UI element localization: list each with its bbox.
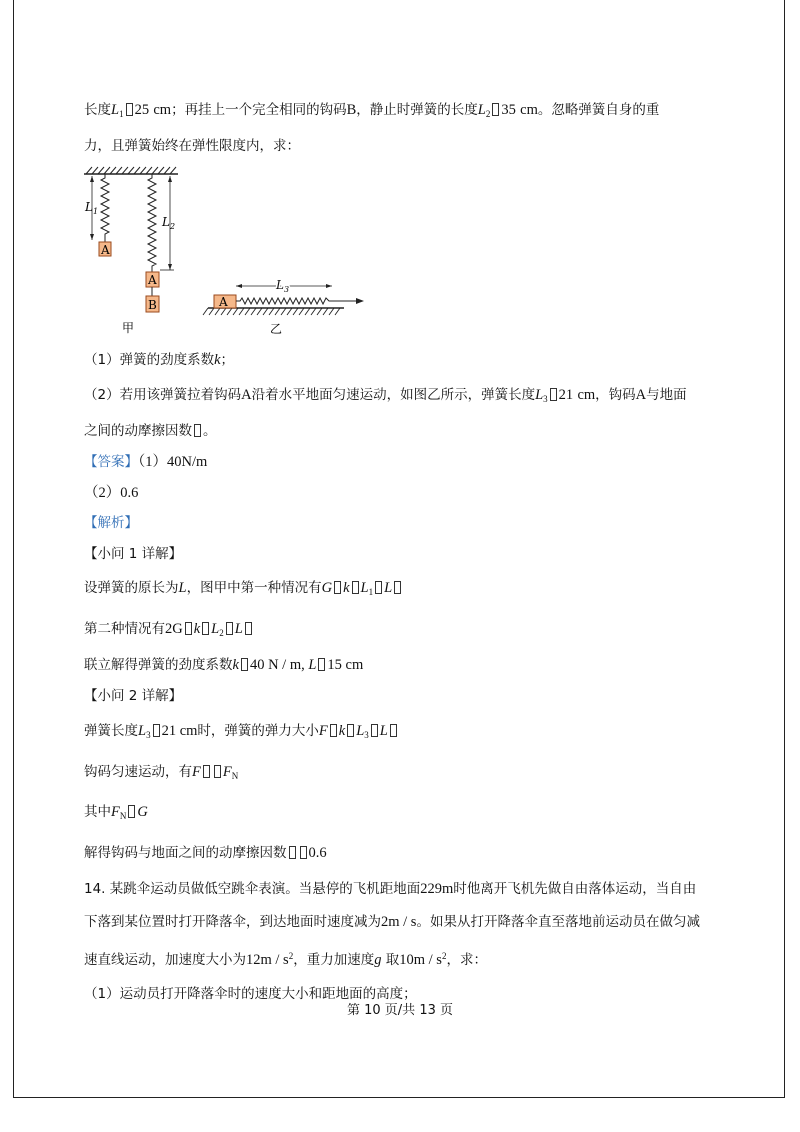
solution-1-line-2: 第二种情况有2G k $L_2$ L	[84, 619, 254, 643]
analysis-heading: 【解析】	[84, 515, 138, 531]
problem-14-line-1: 14. 某跳伞运动员做低空跳伞表演。当悬停的飞机距地面229m时他离开飞机先做自由落体运动，当自由	[84, 881, 697, 897]
svg-text:B: B	[148, 298, 157, 312]
spring-1	[101, 174, 109, 242]
spring-3	[236, 298, 333, 304]
question-2: （2）若用该弹簧拉着钩码A沿着水平地面匀速运动，如图乙所示，弹簧长度$L_3$ 21 cm，钩码A与地面	[84, 387, 687, 404]
sub-question-1-heading: 【小问 1 详解】	[84, 546, 183, 562]
svg-text:L2: $L_2$	[162, 215, 176, 231]
question-2-cont: 之间的动摩擦因数 。	[84, 423, 217, 439]
question-1: （1）弹簧的劲度系数k；	[84, 352, 235, 368]
svg-text:A: A	[148, 273, 157, 287]
solution-2-line-2: 钩码匀速运动，有F $F_N$	[84, 764, 239, 781]
answer-line: 【答案】（1）40N/m	[84, 454, 208, 470]
problem-14-line-3: 速直线运动，加速度大小为$12m / s^2$，重力加速度g 取$10m / s^2$，求：	[84, 951, 487, 968]
svg-text:L1: $L_1$	[85, 200, 99, 216]
problem-14-line-2: 下落到某位置时打开降落伞，到达地面时速度减为2m / s。如果从打开降落伞直至落地前运动员在做匀减	[84, 914, 700, 930]
solution-2-line-4: 解得钩码与地面之间的动摩擦因数 0.6	[84, 845, 327, 861]
solution-1-line-1: 设弹簧的原长为L，图甲中第一种情况有G k $L_1$ L	[84, 578, 403, 602]
problem-14-question-1: （1）运动员打开降落伞时的速度大小和距地面的高度；	[84, 986, 417, 1002]
sub-question-2-heading: 【小问 2 详解】	[84, 688, 183, 704]
svg-text:A: A	[101, 243, 110, 257]
svg-text:A: A	[219, 295, 228, 309]
problem-line-1: 长度$L_1$ 25 cm；再挂上一个完全相同的钩码B，静止时弹簧的长度$L_2$ 35 cm。忽略弹簧自身的重	[84, 102, 660, 119]
svg-text:L3: $L_3$	[276, 278, 290, 294]
solution-2-line-1: 弹簧长度$L_3$ 21 cm时，弹簧的弹力大小F k $L_3$ L	[84, 721, 399, 745]
page-footer: 第 10 页/共 13 页	[347, 1003, 453, 1018]
solution-2-line-3: 其中$F_N$ G	[84, 804, 148, 821]
problem-line-2: 力，且弹簧始终在弹性限度内，求：	[84, 138, 300, 154]
svg-text:乙: 乙	[270, 322, 283, 336]
svg-text:甲: 甲	[122, 321, 135, 335]
spring-2	[148, 174, 156, 272]
answer-line-2: （2）0.6	[84, 485, 139, 501]
solution-1-line-3: 联立解得弹簧的劲度系数k 40 N / m, L 15 cm	[84, 657, 364, 673]
spring-figure	[78, 162, 378, 342]
